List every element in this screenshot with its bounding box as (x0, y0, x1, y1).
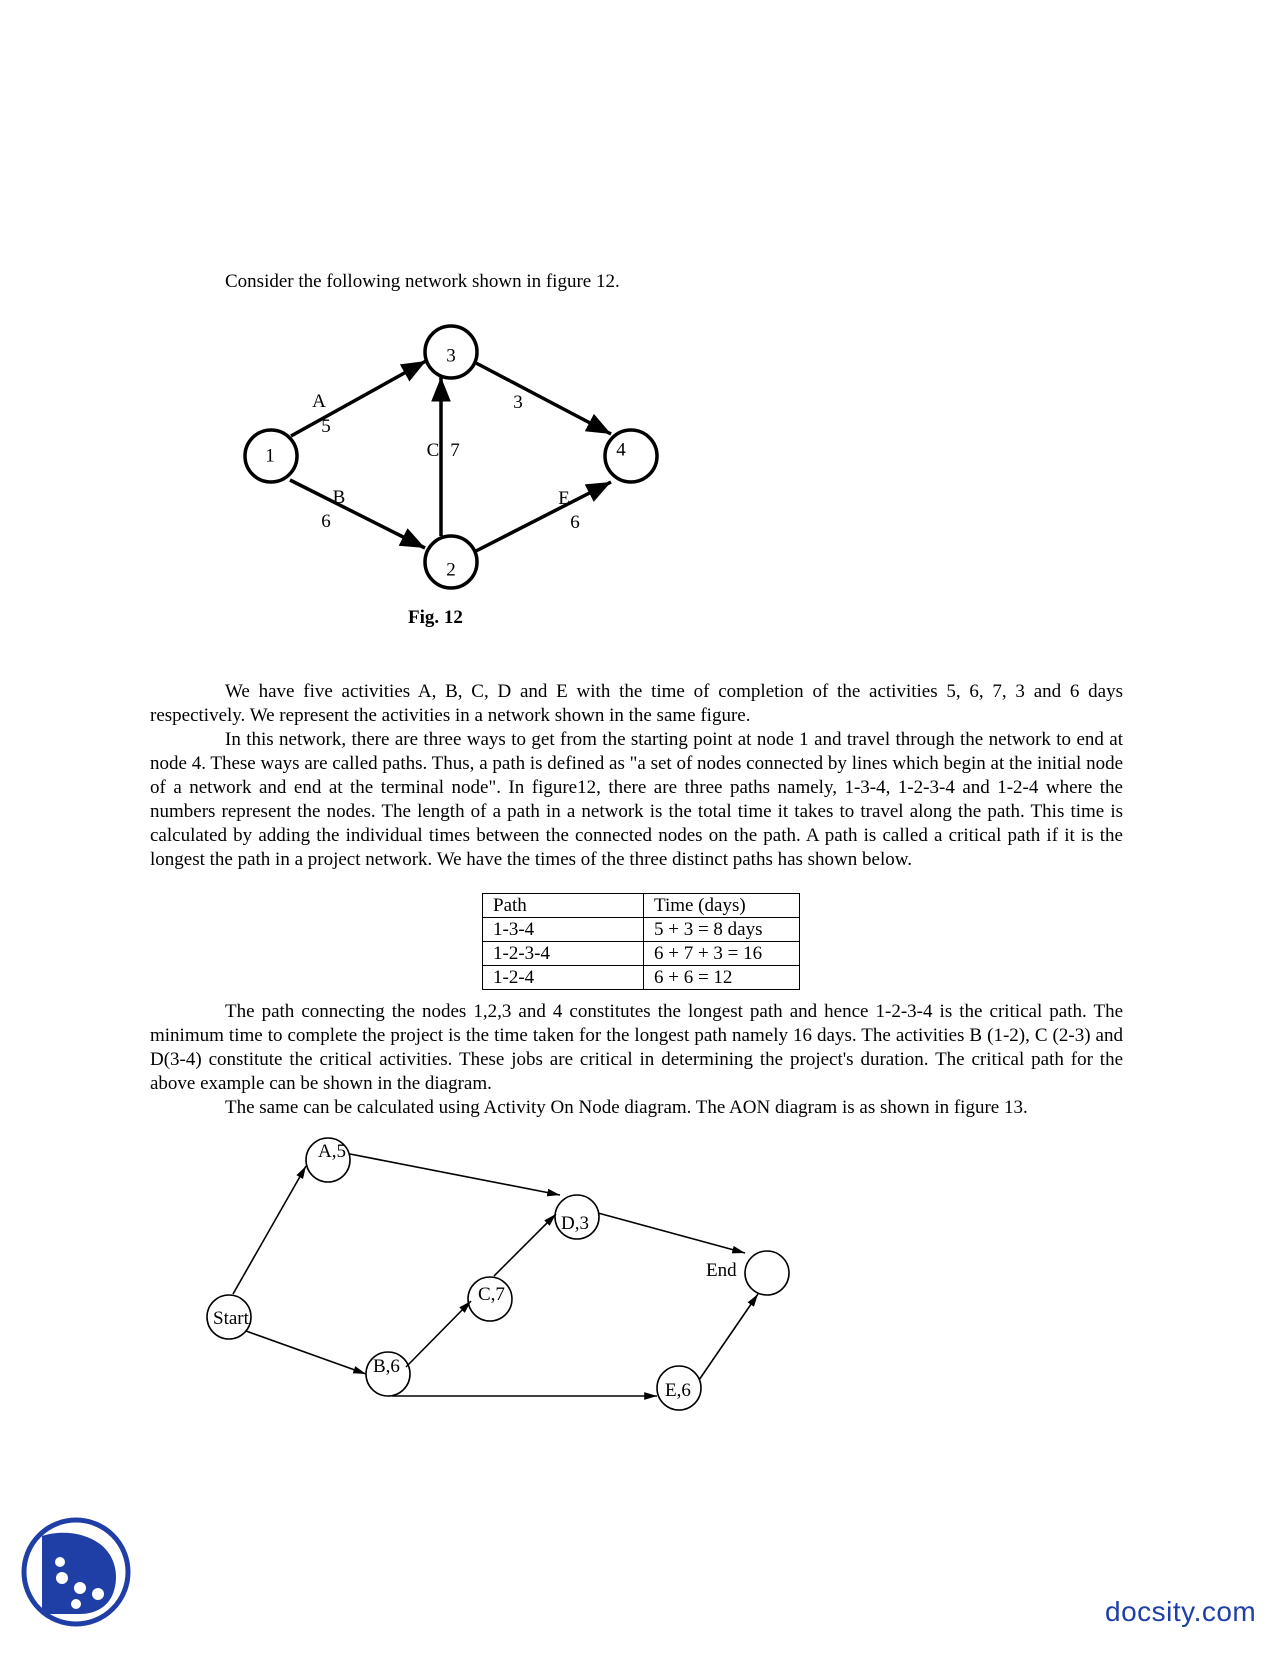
figure-12-caption: Fig. 12 (408, 607, 463, 628)
aon-edge-b-c (406, 1301, 471, 1367)
edge-3-4 (476, 363, 611, 434)
aon-label-a: A,5 (318, 1141, 346, 1162)
docsity-logo-icon (20, 1516, 132, 1628)
edge-E-label: E (558, 488, 570, 509)
intro-text: Consider the following network shown in figure 12. (225, 271, 620, 292)
aon-edge-start-a (233, 1166, 306, 1294)
edge-E-time: 6 (570, 512, 580, 533)
table-cell-path: 1-3-4 (483, 918, 644, 942)
paragraph-paths: In this network, there are three ways to get from the starting point at node 1 and travel through the network to end at node 4. These ways are called paths. Thus, a path is defined as "a set of nodes connected by lines which begin at the initial node of a network and end at the terminal node". In figure12, there are three paths namely, 1-3-4, 1-2-3-4 and 1-2-4 where the numbers represent the nodes. The length of a path in a network is the total time it takes to travel along the path. This time is calculated by adding the individual times between the connected nodes on the path. A path is called a critical path if it is the longest the path in a project network. We have the times of the three distinct paths has shown below. (150, 729, 1123, 870)
edge-C-time: 7 (450, 440, 460, 461)
aon-label-end: End (706, 1260, 737, 1281)
table-cell-path: 1-2-4 (483, 966, 644, 990)
aon-node-end (745, 1251, 789, 1295)
paragraph-critical-path: The path connecting the nodes 1,2,3 and 4 constitutes the longest path and hence 1-2-3-4 is the critical path. The minimum time to complete the project is the time taken for the longest path namely 16 days. The activities B (1-2), C (2-3) and D(3-4) constitute the critical activities. These jobs are critical in determining the project's duration. The critical path for the above example can be shown in the diagram. (150, 1001, 1123, 1094)
table-row (483, 966, 800, 990)
node-3-label: 3 (446, 345, 456, 367)
path-time-table (482, 893, 800, 990)
edge-B-label: B (332, 487, 346, 508)
table-cell-time: 5 + 3 = 8 days (644, 918, 800, 942)
table-row (483, 942, 800, 966)
aon-label-b: B,6 (373, 1356, 400, 1377)
aon-label-start: Start (213, 1308, 249, 1329)
table-header-time: Time (days) (644, 894, 800, 918)
aon-edge-c-d (494, 1214, 556, 1276)
aon-label-e: E,6 (665, 1380, 691, 1401)
docsity-brand-link[interactable]: docsity.com (1105, 1596, 1257, 1627)
body-paragraphs-2 (150, 1000, 1123, 1120)
aon-label-d: D,3 (561, 1213, 589, 1234)
table-cell-time: 6 + 7 + 3 = 16 (644, 942, 800, 966)
aon-edge-a-d (350, 1154, 560, 1195)
node-1-label: 1 (265, 445, 275, 467)
table-header-row (483, 894, 800, 918)
table-row (483, 918, 800, 942)
aon-edge-d-end (598, 1213, 745, 1253)
edge-D-time: 3 (513, 392, 523, 413)
table-cell-path: 1-2-3-4 (483, 942, 644, 966)
aon-edge-e-end (699, 1294, 758, 1380)
edge-1-2 (290, 480, 425, 548)
table-header-path: Path (483, 894, 644, 918)
node-2-label: 2 (446, 559, 456, 581)
edge-C-label: C (426, 440, 440, 461)
paragraph-activities: We have five activities A, B, C, D and E with the time of completion of the activities 5, 6, 7, 3 and 6 days respectively. We represent the activities in a network shown in the same figure. (150, 681, 1123, 726)
node-4-label: 4 (616, 439, 626, 461)
edge-B-time: 6 (321, 511, 331, 532)
edge-2-4 (476, 482, 611, 551)
aon-label-c: C,7 (478, 1284, 505, 1305)
node-4 (605, 430, 657, 482)
aon-edge-start-b (246, 1331, 366, 1374)
edge-A-time: 5 (321, 416, 331, 437)
figure-13-aon (207, 1138, 789, 1410)
paragraph-aon: The same can be calculated using Activity On Node diagram. The AON diagram is as shown in figure 13. (225, 1097, 1028, 1118)
edge-A-label: A (312, 391, 326, 412)
body-paragraphs-1 (150, 680, 1123, 872)
table-cell-time: 6 + 6 = 12 (644, 966, 800, 990)
